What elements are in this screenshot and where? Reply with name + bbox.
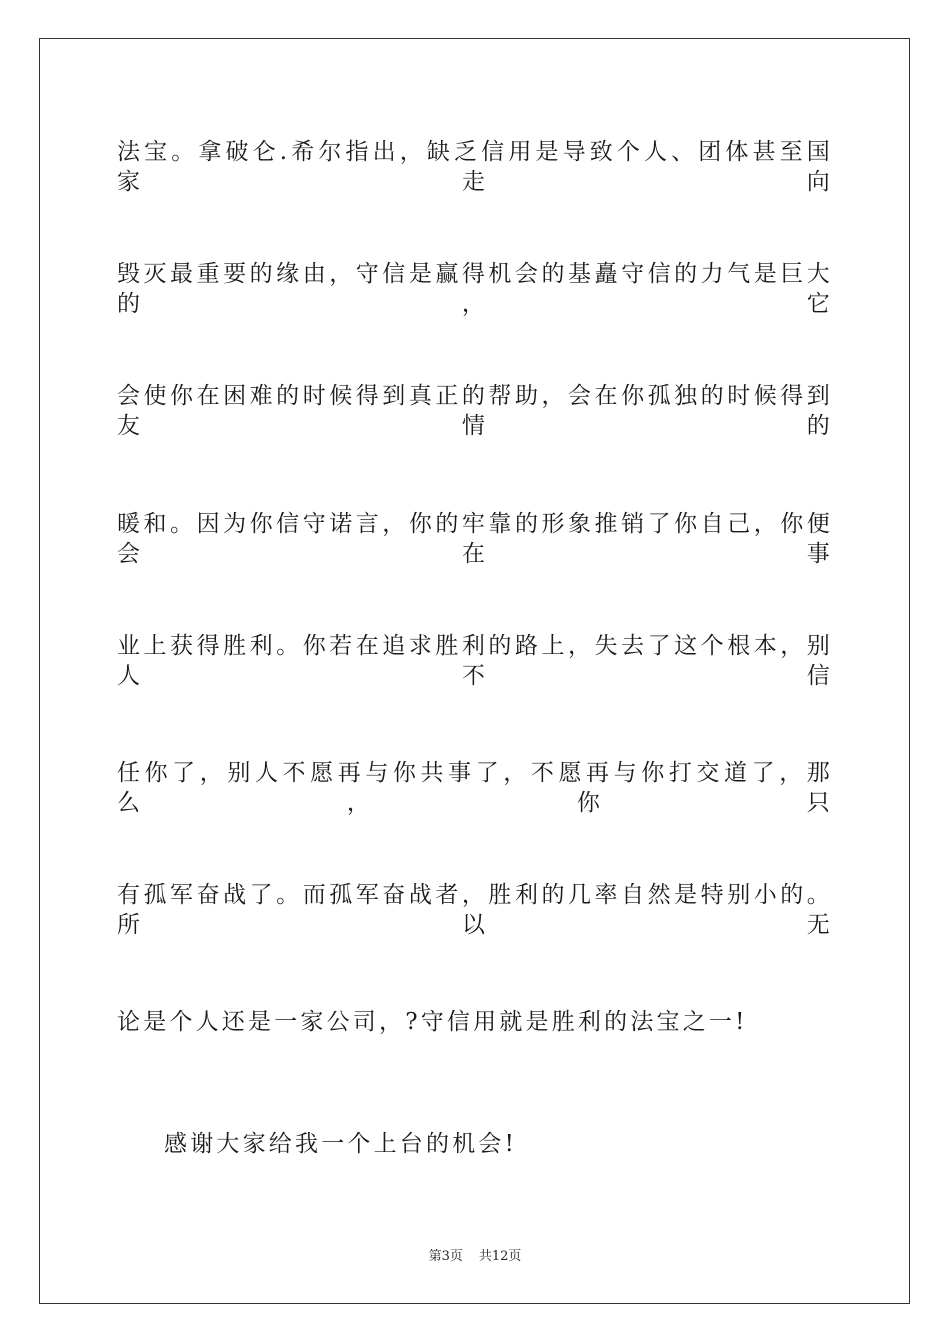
- paragraph-line-1: 法宝。拿破仑.希尔指出，缺乏信用是导致个人、团体甚至国家走向: [117, 139, 833, 195]
- paragraph-line-3: 会使你在困难的时候得到真正的帮助，会在你孤独的时候得到友情的: [117, 383, 833, 439]
- paragraph-line-4: 暖和。因为你信守诺言，你的牢靠的形象推销了你自己，你便会在事: [117, 511, 833, 567]
- paragraph-line-7: 有孤军奋战了。而孤军奋战者，胜利的几率自然是特别小的。所以无: [117, 882, 833, 938]
- paragraph-line-8: 论是个人还是一家公司，?守信用就是胜利的法宝之一!: [117, 1009, 748, 1035]
- closing-line: 感谢大家给我一个上台的机会!: [164, 1131, 518, 1157]
- paragraph-line-2: 毁灭最重要的缘由，守信是赢得机会的基矗守信的力气是巨大的，它: [117, 261, 833, 317]
- page-total: 共12页: [478, 1249, 522, 1264]
- paragraph-line-6: 任你了，别人不愿再与你共事了，不愿再与你打交道了，那么，你只: [117, 760, 833, 816]
- paragraph-line-5: 业上获得胜利。你若在追求胜利的路上，失去了这个根本，别人不信: [117, 633, 833, 689]
- page-number: 第3页: [428, 1249, 463, 1264]
- page-footer: [0, 1248, 950, 1266]
